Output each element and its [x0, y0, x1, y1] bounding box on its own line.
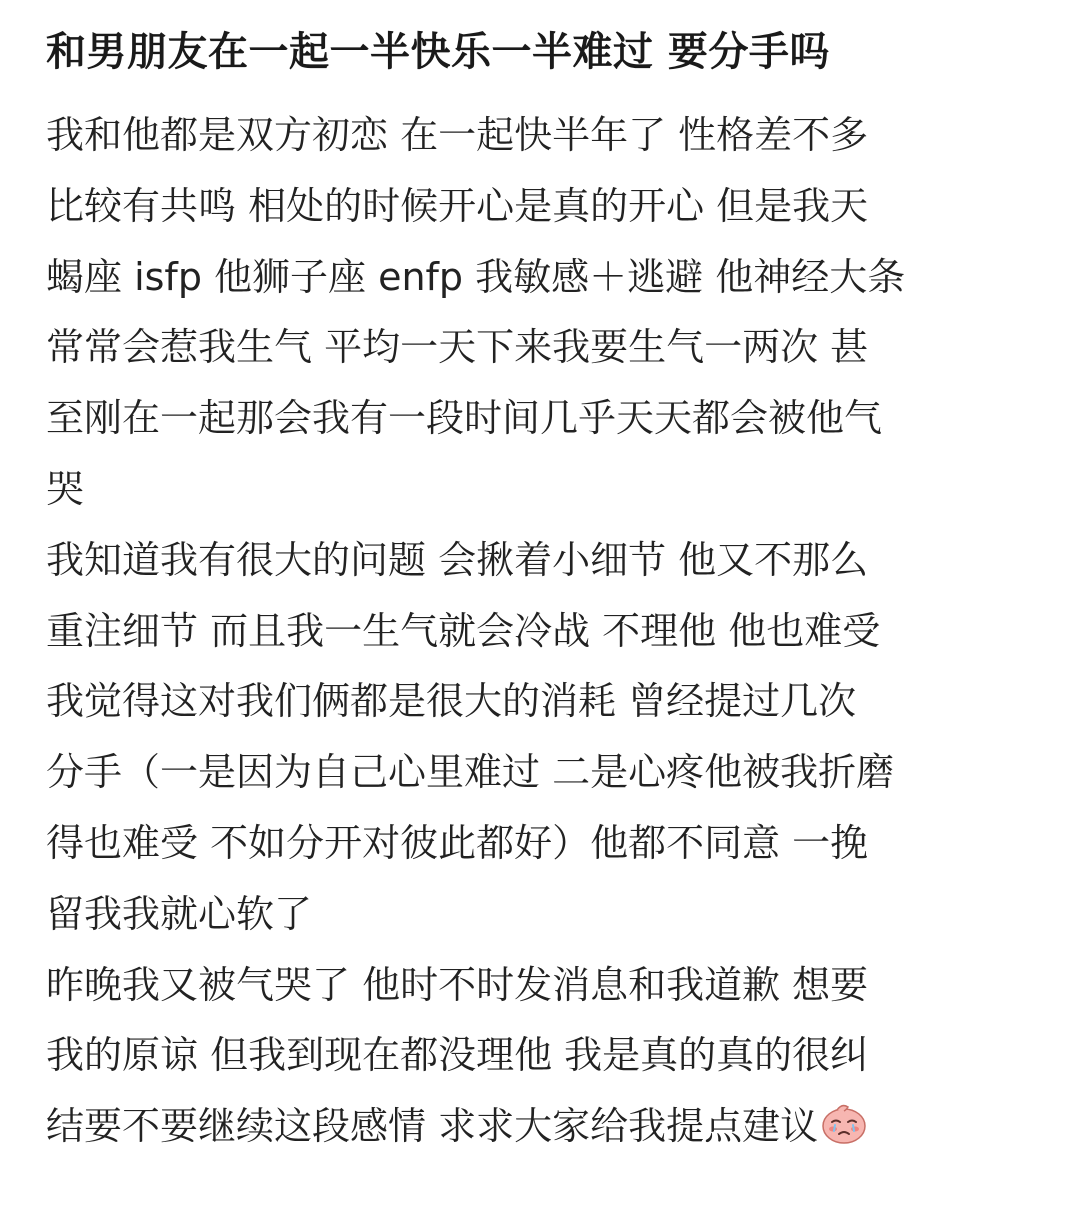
post-body — [46, 100, 1041, 1162]
body-line-last — [46, 1091, 1041, 1162]
body-line: 蝎座 isfp 他狮子座 enfp 我敏感＋逃避 他神经大条 — [46, 254, 906, 299]
body-line: 留我我就心软了 — [46, 891, 313, 936]
body-line: 我和他都是双方初恋 在一起快半年了 性格差不多 — [46, 113, 869, 157]
body-line: 分手（一是因为自己心里难过 二是心疼他被我折磨 — [46, 750, 895, 795]
body-line: 哭 — [46, 466, 85, 511]
body-line: 得也难受 不如分开对彼此都好）他都不同意 一挽 — [46, 820, 869, 865]
body-line: 重注细节 而且我一生气就会冷战 不理他 他也难受 — [46, 608, 881, 653]
body-line: 至刚在一起那会我有一段时间几乎天天都会被他气 — [46, 396, 883, 441]
post — [46, 22, 1041, 1162]
body-line: 我觉得这对我们俩都是很大的消耗 曾经提过几次 — [46, 679, 857, 724]
crying-face-emoji-icon — [820, 1101, 868, 1145]
body-line: 昨晚我又被气哭了 他时不时发消息和我道歉 想要 — [46, 962, 869, 1007]
body-line: 我的原谅 但我到现在都没理他 我是真的真的很纠 — [46, 1033, 869, 1078]
post-title: 和男朋友在一起一半快乐一半难过 要分手吗 — [46, 29, 830, 75]
body-line: 常常会惹我生气 平均一天下来我要生气一两次 甚 — [46, 325, 869, 370]
body-line-last-text: 结要不要继续这段感情 求求大家给我提点建议 — [46, 1104, 819, 1149]
body-line: 我知道我有很大的问题 会揪着小细节 他又不那么 — [46, 537, 869, 582]
body-line: 比较有共鸣 相处的时候开心是真的开心 但是我天 — [46, 183, 869, 228]
